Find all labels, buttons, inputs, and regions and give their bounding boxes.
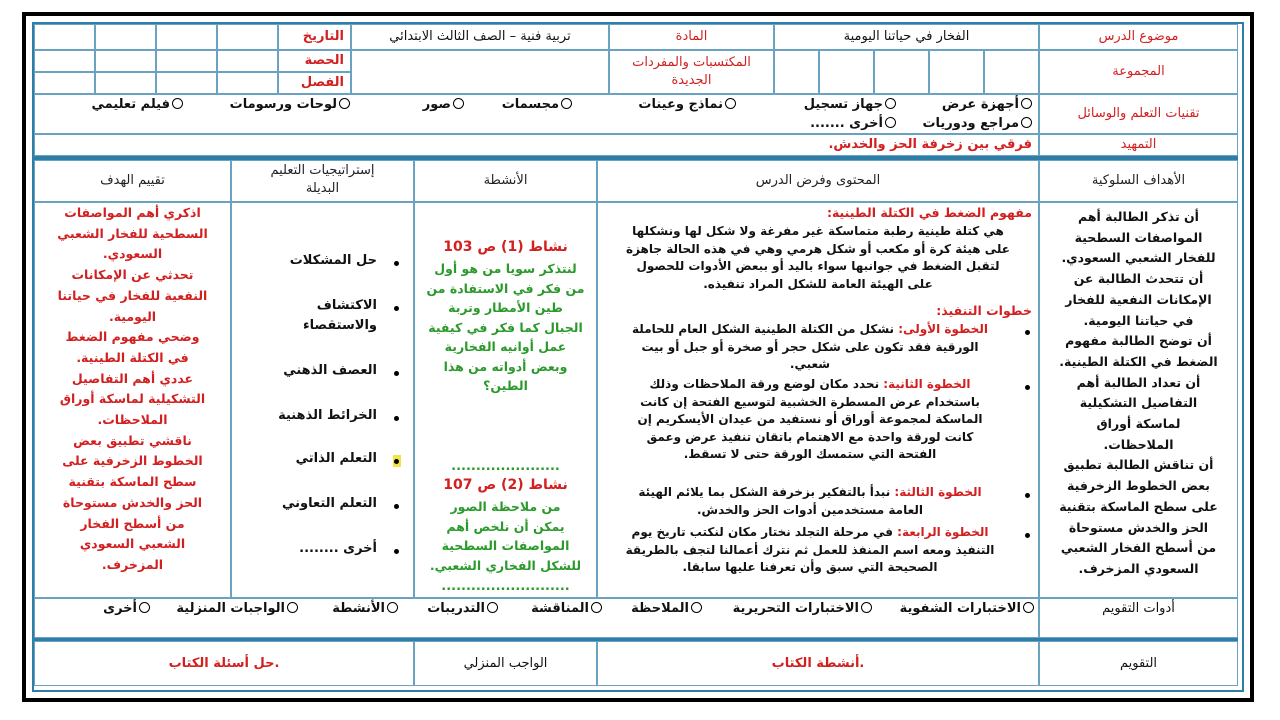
bullet-icon [394, 261, 399, 266]
objectives-header: الأهداف السلوكية [1091, 173, 1186, 188]
concept-line: لتقبل الضغط في جوانبها سواء باليد أو ببعض الأدوات للحصول [636, 259, 1000, 273]
radio-icon [885, 117, 896, 128]
grid-cell [34, 72, 95, 94]
tech-options-cell [34, 94, 1039, 134]
period-label: الحصة [304, 53, 344, 68]
step1-title: الخطوة الأولى: [898, 322, 988, 336]
step3-text [638, 485, 923, 517]
bullet-icon [394, 549, 399, 554]
evaluation-line: تحدثي عن الإمكانات [71, 267, 194, 283]
objective-line: لماسكة أوراق [1096, 416, 1181, 432]
radio-icon [453, 98, 464, 109]
intro-value: فرقي بين زخرفة الحز والخدش. [828, 137, 1032, 152]
grid-cell [34, 24, 95, 50]
period-label-cell [278, 50, 351, 72]
assessment-label-cell [1039, 598, 1238, 638]
homework-label: الواجب المنزلي [463, 656, 548, 671]
topic-label-cell [1039, 24, 1238, 50]
step-line: نشكل من الكتلة الطينية الشكل العام للحاملة [632, 322, 899, 336]
assessment-options-cell [34, 598, 1039, 638]
radio-icon [561, 98, 572, 109]
objective-line: الملاحظات. [1103, 436, 1174, 452]
concept-title: مفهوم الضغط في الكتلة الطينية: [826, 205, 1032, 220]
radio-icon [139, 602, 150, 613]
activities-header-cell [414, 160, 597, 202]
strategy-self-learning: التعلم الذاتي [295, 451, 377, 466]
activity1-line: عمل أوانيه الفخارية [444, 339, 567, 354]
objective-line: بعض الخطوط الزخرفية [1067, 478, 1210, 494]
radio-icon [387, 602, 398, 613]
homework-value: حل أسئلة الكتاب. [168, 656, 280, 671]
activity1-line: الطين؟ [483, 378, 528, 393]
class-label-cell [278, 72, 351, 94]
content-header-cell [597, 160, 1039, 202]
tech-option-film[interactable]: فيلم تعليمي [91, 97, 183, 113]
objective-line: الإمكانات النفعية للفخار [1065, 291, 1212, 307]
subject-value: تربية فنية – الصف الثالث الابتدائي [389, 29, 571, 44]
tech-option-references[interactable]: مراجع ودوريات [922, 116, 1032, 132]
grid-cell [95, 24, 156, 50]
content-header: المحتوى وفرض الدرس [755, 173, 881, 188]
intro-label: التمهيد [1120, 137, 1157, 152]
topic-value: الفخار في حياتنا اليومية [843, 29, 970, 44]
activity-dots: ...................... [451, 459, 560, 474]
final-eval-value-cell [597, 641, 1039, 686]
step1 [604, 321, 1016, 374]
activities-header: الأنشطة [483, 173, 528, 188]
grid-cell [95, 72, 156, 94]
final-eval-label: التقويم [1119, 656, 1158, 671]
concept-line: على هيئة كرة أو مكعب أو شكل هرمي وهي في هذه الحالة جاهزة [626, 241, 1010, 256]
objective-line: من أسطح الفخار الشعبي [1060, 540, 1217, 556]
activity2-line: يمكن أن نلخص أهم [446, 518, 565, 534]
grid-cell [217, 24, 278, 50]
activity2-title: نشاط (2) ص 107 [443, 477, 568, 493]
objective-line: التفاصيل التشكيلية [1079, 395, 1198, 411]
class-label: الفصل [300, 75, 344, 90]
vocab-label-2: الجديدة [671, 73, 712, 88]
assessment-option-activities[interactable]: الأنشطة [332, 601, 398, 617]
date-label: التاريخ [302, 29, 344, 44]
step-line: في مرحلة التجلد نختار مكان لنكتب تاريخ يوم [631, 525, 898, 539]
grid-cell [156, 50, 217, 72]
topic-label: موضوع الدرس [1098, 29, 1179, 44]
activity1-line: طين الأمطار وتربة [448, 300, 563, 315]
radio-icon [172, 98, 183, 109]
step-line: شعبي. [789, 357, 831, 371]
activity1-line: من فكر في الاستفادة من [426, 280, 585, 296]
activity2-line: للشكل الفخاري الشعبي. [429, 557, 582, 573]
step-line: العامة مستخدمين أدوات الحز والخدش. [697, 502, 923, 517]
objective-line: في حياتنا اليومية. [1083, 312, 1194, 328]
evaluation-line: اليومية. [108, 308, 157, 324]
radio-icon [487, 602, 498, 613]
vocab-label-1: المكتسبات والمفردات [632, 55, 751, 70]
subject-label-cell [609, 24, 774, 50]
grid-cell [34, 50, 95, 72]
activity2-line: من ملاحظة الصور [450, 499, 561, 514]
homework-value-cell [34, 641, 414, 686]
radio-icon [591, 602, 602, 613]
group-label: المجموعة [1112, 64, 1165, 79]
bullet-icon [394, 416, 399, 421]
grid-cell [156, 72, 217, 94]
step-line: نحدد مكان لوضع ورقة الملاحظات وذلك [649, 377, 884, 391]
strategy-other: أخرى ........ [299, 541, 377, 556]
strategies-header-2: البديلة [305, 181, 340, 196]
concept-line: هي كتلة طينية رطبة متماسكة غير مفرغة ولا شكل لها ونشكلها [632, 224, 1004, 238]
objective-line: السعودي المزخرف. [1078, 560, 1199, 576]
assessment-option-written[interactable]: الاختبارات التحريرية [733, 601, 872, 617]
step2 [604, 376, 1016, 464]
bullet-icon [1025, 493, 1030, 498]
activity1-title: نشاط (1) ص 103 [443, 239, 568, 255]
evaluation-line: الملاحظات. [97, 412, 168, 428]
tech-option-recorder[interactable]: جهاز تسجيل [804, 97, 896, 113]
objective-line: على سطح الماسكة بتقنية [1059, 498, 1218, 514]
group-cell [984, 50, 1039, 94]
strategy-discovery-2: والاستقصاء [302, 318, 377, 333]
steps-title: خطوات التنفيذ: [936, 303, 1032, 318]
step4-title: الخطوة الرابعة: [897, 525, 989, 539]
evaluation-line: سطح الماسكة بتقنية [68, 474, 197, 490]
evaluation-line: اذكري أهم المواصفات [64, 205, 201, 220]
content-cell [597, 202, 1039, 598]
radio-icon [885, 98, 896, 109]
bullet-icon [1025, 330, 1030, 335]
step-line: الصحيحة التي سبق وأن تعرفنا عليها سابقا. [682, 560, 938, 574]
tech-option-drawings[interactable]: لوحات ورسومات [230, 97, 350, 113]
radio-icon [1021, 98, 1032, 109]
step-line: الفتحة التي ستمسك الورقة حتى لا تسقط. [683, 447, 937, 461]
grid-cell [217, 50, 278, 72]
evaluation-line: وضحي مفهوم الضغط [65, 329, 200, 345]
tech-label-cell [1039, 94, 1238, 134]
objective-line: للفخار الشعبي السعودي. [1061, 250, 1216, 266]
evaluation-header-cell [34, 160, 231, 202]
group-cell [819, 50, 874, 94]
concept-paragraph [604, 223, 1032, 293]
radio-icon [691, 602, 702, 613]
radio-icon [339, 98, 350, 109]
topic-value-cell [774, 24, 1039, 50]
objective-line: أن تناقش الطالبة تطبيق [1063, 457, 1214, 473]
evaluation-line: الخطوط الزخرفية على [62, 453, 203, 469]
evaluation-line: من أسطح الفخار [80, 515, 185, 531]
evaluation-line: في الكتلة الطينية. [76, 349, 189, 365]
radio-icon [287, 602, 298, 613]
step2-title: الخطوة الثانية: [883, 377, 971, 391]
bullet-icon [1025, 533, 1030, 538]
activity2-text [417, 497, 594, 575]
tech-option-models[interactable]: نماذج وعينات [638, 97, 736, 113]
objective-line: الضغط في الكتلة الطينية. [1059, 353, 1218, 369]
subject-label: المادة [675, 29, 708, 44]
bullet-icon [394, 306, 399, 311]
activities-cell [414, 202, 597, 598]
evaluation-line: عددي أهم التفاصيل [71, 370, 194, 386]
objectives-list [1044, 207, 1233, 580]
final-eval-value: أنشطة الكتاب. [771, 656, 865, 671]
strategies-cell [231, 202, 414, 598]
radio-icon [861, 602, 872, 613]
date-label-cell [278, 24, 351, 50]
step3-title: الخطوة الثالثة: [894, 485, 982, 499]
objective-line: الحز والخدش مستوحاة [1068, 519, 1209, 535]
vocab-label-cell [609, 50, 774, 94]
strategy-brainstorm: العصف الذهني [283, 363, 377, 378]
radio-icon [1023, 602, 1034, 613]
assessment-option-other[interactable]: أخرى [103, 601, 150, 617]
final-eval-label-cell [1039, 641, 1238, 686]
subject-value-cell [351, 24, 609, 50]
objective-line: المواصفات السطحية [1074, 229, 1203, 245]
step-line: الماسكة لمجموعة أوراق أو نستفيد من عيدان الأيسكريم إن [637, 412, 983, 426]
strategies-header-1: إستراتيجيات التعليم [270, 163, 375, 178]
evaluation-line: النفعية للفخار في حياتنا [57, 287, 208, 303]
vocab-value-cell [351, 50, 609, 94]
intro-label-cell [1039, 134, 1238, 156]
assessment-option-observation[interactable]: الملاحظة [631, 601, 702, 617]
homework-label-cell [414, 641, 597, 686]
assessment-option-exercises[interactable]: التدريبات [427, 601, 498, 617]
activity1-line: الجبال كما فكر في كيفية [428, 319, 583, 335]
tech-option-pictures[interactable]: صور [423, 97, 464, 113]
activity1-line: وبعض أدواته من هذا [443, 358, 568, 374]
objectives-header-cell [1039, 160, 1238, 202]
evaluation-line: السطحية للفخار الشعبي [57, 225, 208, 241]
evaluation-line: ناقشي تطبيق بعض [73, 432, 192, 448]
group-cell [774, 50, 819, 94]
group-cell [929, 50, 984, 94]
strategy-mind-maps: الخرائط الذهنية [278, 408, 377, 423]
strategy-cooperative: التعلم التعاوني [282, 496, 377, 511]
assessment-label: أدوات التقويم [1102, 601, 1175, 616]
tech-option-solids[interactable]: مجسمات [502, 97, 572, 113]
tech-label: تقنيات التعلم والوسائل [1077, 106, 1200, 121]
objectives-cell [1039, 202, 1238, 598]
assessment-option-oral[interactable]: الاختبارات الشفوية [900, 601, 1034, 617]
evaluation-cell [34, 202, 231, 598]
objective-line: أن تتحدث الطالبة عن [1073, 271, 1204, 287]
step-line: باستخدام عرض المسطرة الخشبية لتوسيع الفتحة إن كانت [640, 394, 980, 409]
evaluation-line: التشكيلية لماسكة أوراق [59, 391, 206, 407]
step-line: الورقية فقد تكون على شكل حجر أو صخرة أو جبل أو بيت [641, 339, 979, 354]
step-line: التنفيذ ومعه اسم المنفذ للعمل ثم نترك أعمالنا لتجف بالطريقة [625, 542, 995, 557]
step-line: كانت لورقة واحدة مع الاهتمام باتقان تنفيذ عرض وعمق [646, 429, 974, 444]
strategy-problem-solving: حل المشكلات [289, 253, 377, 268]
lesson-plan-table [32, 22, 1244, 692]
bullet-icon [394, 459, 399, 464]
step3 [604, 484, 1016, 519]
evaluation-line: السعودي. [102, 246, 163, 262]
step-line: نبدأ بالتفكير بزخرفة الشكل بما يلائم الهيئة [638, 485, 895, 499]
assessment-option-discussion[interactable]: المناقشة [531, 601, 602, 617]
evaluation-line: الشعبي السعودي [79, 536, 186, 552]
radio-icon [725, 98, 736, 109]
evaluation-line: الحز والخدش مستوحاة [62, 494, 203, 510]
step4 [604, 524, 1016, 577]
bullet-icon [394, 504, 399, 509]
tech-option-projectors[interactable]: أجهزة عرض [942, 97, 1032, 113]
activity1-text [417, 259, 594, 396]
evaluation-list [39, 203, 226, 576]
radio-icon [1021, 117, 1032, 128]
group-cell [874, 50, 929, 94]
objective-line: أن تذكر الطالبة أهم [1078, 209, 1199, 224]
objective-line: أن توضح الطالبة مفهوم [1065, 333, 1212, 349]
evaluation-header: تقييم الهدف [100, 173, 165, 188]
assessment-option-homework[interactable]: الواجبات المنزلية [176, 601, 298, 617]
concept-line: على الهيئة العامة للشكل المراد تنفيذه. [703, 276, 933, 291]
grid-cell [217, 72, 278, 94]
lesson-plan-frame [22, 12, 1254, 702]
tech-option-other[interactable]: أخرى ....... [810, 116, 896, 132]
grid-cell [156, 24, 217, 50]
bullet-icon [394, 371, 399, 376]
grid-cell [95, 50, 156, 72]
activity2-line: المواصفات السطحية [441, 538, 570, 553]
group-label-cell [1039, 50, 1238, 94]
bullet-icon [1025, 385, 1030, 390]
activity-dots-2: .......................... [441, 579, 570, 594]
objective-line: أن تعداد الطالبة أهم [1076, 374, 1201, 390]
evaluation-line: المزخرف. [101, 556, 164, 572]
activity1-line: لنتذكر سويا من هو أول [434, 261, 577, 276]
strategies-header-cell [231, 160, 414, 202]
intro-value-cell [34, 134, 1039, 156]
strategy-discovery-1: الاكتشاف [316, 298, 377, 313]
